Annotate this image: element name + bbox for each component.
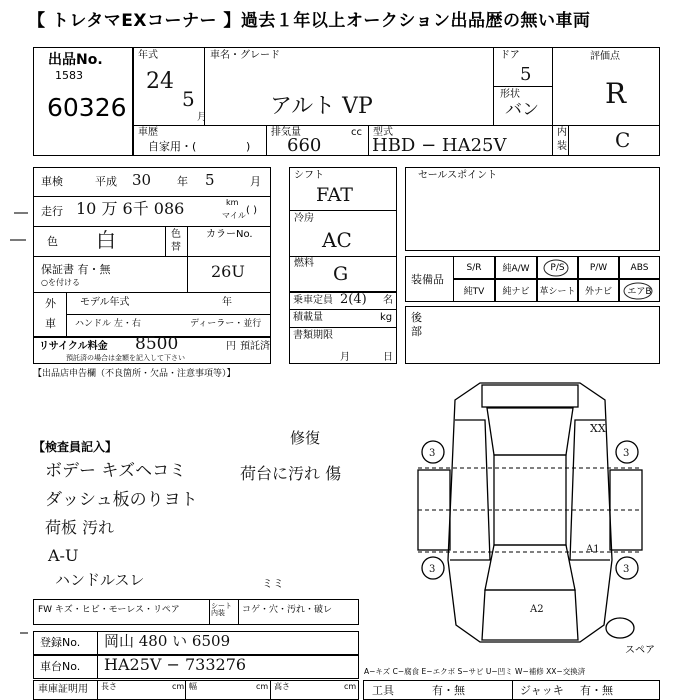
shape-value: バン (505, 100, 539, 120)
lot-small-number: 1583 (55, 69, 83, 82)
eval-label: 評価点 (590, 51, 620, 62)
usage-value: 自家用・( (148, 140, 197, 153)
inspector-line-2: ダッシュ板のりヨト (45, 490, 198, 510)
usage-close-paren: ) (246, 140, 251, 153)
inspector-line-5: ハンドルスレ (55, 571, 145, 589)
recycle-status: 預託済 (240, 341, 270, 352)
car-name-label: 車名・グレード (210, 50, 280, 61)
interior-label-top: 内 (557, 127, 567, 138)
shift-label: シフト (294, 170, 324, 181)
equip-jun-tv: 純TV (453, 279, 495, 302)
rear-seat-label-bottom: 部 (411, 325, 422, 338)
inspector-line-1: ボデー キズヘコミ (45, 461, 187, 481)
inspection-label: 車検 (41, 175, 63, 188)
fuel-value: G (333, 263, 349, 285)
color-no-label: カラーNo. (206, 229, 253, 240)
equip-leather: 革シート (537, 279, 578, 302)
page-title: 【 トレタマEXコーナー 】過去１年以上オークション出品歴の無い車両 (28, 11, 591, 31)
warranty-label: 保証書 有・無 (41, 263, 111, 276)
usage-label: 車歴 (138, 127, 158, 138)
equip-sr: S/R (453, 256, 495, 279)
certificate-length-unit: cm (172, 682, 185, 691)
certificate-width-unit: cm (256, 682, 269, 691)
lot-number-value: 60326 (47, 93, 127, 122)
inspector-corner-note: 修復 (290, 429, 321, 447)
fw-seat-label: シート内装 (211, 602, 232, 617)
color-change-top: 色 (171, 229, 181, 240)
rear-seat-label-top: 後 (411, 311, 422, 324)
diagram-spare-label: スペア (625, 645, 655, 656)
recycle-note: 預託済の場合は金額を記入して下さい (66, 354, 185, 362)
tools-label: 工具 (372, 684, 394, 697)
certificate-height: 高さ (274, 682, 290, 691)
color-value: 白 (96, 228, 116, 252)
inspection-month-unit: 月 (250, 175, 261, 188)
capacity-label: 乗車定員 (293, 295, 333, 306)
interior-label-bottom: 装 (557, 141, 567, 152)
lot-number-label: 出品No. (48, 52, 103, 68)
registration-value: 岡山 480 い 6509 (104, 632, 231, 650)
foreign-label-top: 外 (45, 297, 56, 310)
recycle-unit: 円 (226, 341, 236, 352)
displacement-label: 排気量 (271, 127, 301, 138)
doors-label: ドア (500, 50, 520, 61)
documents-day-unit: 日 (383, 352, 393, 363)
eval-value: R (605, 77, 627, 110)
inspector-right-note: 荷台に汚れ 傷 (240, 464, 342, 483)
fw-seat-value: コゲ・穴・汚れ・破レ (242, 605, 333, 615)
capacity-value: 2(4) (340, 292, 367, 307)
foreign-handle: ハンドル 左・右 (75, 319, 141, 329)
year-value: 24 (146, 69, 174, 94)
inspector-label: 【検査員記入】 (33, 440, 118, 454)
diagram-legend: A−キズ C−腐食 E−エクボ S−サビ U−凹ミ W−補修 XX−交換済 (364, 667, 586, 676)
exhibitor-note-label: 【出品店申告欄（不良箇所・欠品・注意事項等）】 (33, 369, 236, 379)
documents-month-unit: 月 (340, 352, 350, 363)
ac-label: 冷房 (294, 213, 314, 224)
mark-xx: XX (590, 422, 606, 435)
equip-pw: P/W (578, 256, 619, 279)
mark-front-right: 3 (623, 448, 630, 459)
inspection-year-unit: 年 (177, 175, 188, 188)
inspector-line-3: 荷板 汚れ (45, 518, 115, 537)
displacement-value: 660 (287, 135, 322, 156)
mark-rear-left: 3 (429, 564, 436, 575)
sales-point-label: セールスポイント (418, 170, 498, 181)
foreign-label-bottom: 車 (45, 317, 56, 330)
certificate-length: 長さ (101, 682, 117, 691)
mark-rear-right: 3 (623, 564, 630, 575)
jack-value: 有・無 (580, 684, 613, 697)
ac-value: AC (322, 228, 352, 252)
equip-airbag: エアB (619, 279, 660, 302)
inspection-month: 5 (205, 171, 215, 189)
load-unit: kg (380, 312, 393, 323)
shift-value: FAT (316, 184, 353, 206)
jack-label: ジャッキ (520, 684, 564, 697)
load-label: 積載量 (293, 312, 323, 323)
certificate-width: 幅 (189, 682, 197, 691)
registration-label: 登録No. (40, 636, 81, 649)
tools-value: 有・無 (432, 684, 465, 697)
recycle-value: 8500 (135, 334, 179, 354)
interior-value: C (615, 128, 631, 152)
shape-label: 形状 (500, 89, 520, 100)
model-value: HBD − HA25V (372, 135, 507, 156)
displacement-unit: cc (351, 127, 362, 138)
car-name-value: アルト VP (270, 94, 373, 119)
capacity-unit: 名 (383, 295, 393, 306)
inspection-year: 30 (132, 171, 152, 189)
month-value: 5 (182, 87, 195, 111)
year-label: 年式 (138, 50, 158, 61)
equip-jun-navi: 純ナビ (495, 279, 537, 302)
mark-a1: A1 (586, 544, 600, 555)
certificate-label: 車庫証明用 (38, 684, 88, 695)
warranty-sub: ○を付ける (41, 278, 80, 287)
doors-value: 5 (520, 64, 532, 85)
inspector-tiny-note: ミミ (262, 577, 284, 590)
mileage-unit2: マイル (222, 211, 246, 220)
foreign-model-year: モデル年式 (80, 297, 130, 308)
inspection-era: 平成 (95, 175, 117, 188)
chassis-label: 車台No. (40, 660, 81, 673)
recycle-label: リサイクル料金 (39, 341, 108, 352)
chassis-value: HA25V − 733276 (104, 655, 247, 674)
fw-label: FW キズ・ヒビ・モーレス・リペア (38, 605, 180, 615)
equipment-label: 装備品 (411, 273, 444, 286)
mileage-value: 10 万 6千 086 (76, 199, 185, 218)
equip-ext-navi: 外ナビ (578, 279, 619, 302)
month-unit: 月 (197, 112, 207, 123)
mark-a2: A2 (530, 604, 544, 615)
mileage-unit: km (226, 198, 239, 207)
color-no-value: 26U (211, 262, 245, 281)
fuel-label: 燃料 (294, 258, 314, 269)
documents-label: 書類期限 (293, 330, 333, 341)
color-change-bottom: 替 (171, 242, 181, 253)
mileage-label: 走行 (41, 205, 63, 218)
foreign-dealer: ディーラー・並行 (190, 319, 262, 329)
inspector-line-4: A-U (48, 546, 79, 565)
equip-abs: ABS (619, 256, 660, 279)
equip-ps: P/S (537, 256, 578, 279)
foreign-year-unit: 年 (222, 297, 232, 308)
equip-jun-aw: 純A/W (495, 256, 537, 279)
color-label: 色 (47, 235, 58, 248)
mileage-paren: ( ) (246, 205, 257, 216)
certificate-height-unit: cm (344, 682, 357, 691)
mark-front-left: 3 (429, 448, 436, 459)
model-label: 型式 (373, 127, 393, 138)
